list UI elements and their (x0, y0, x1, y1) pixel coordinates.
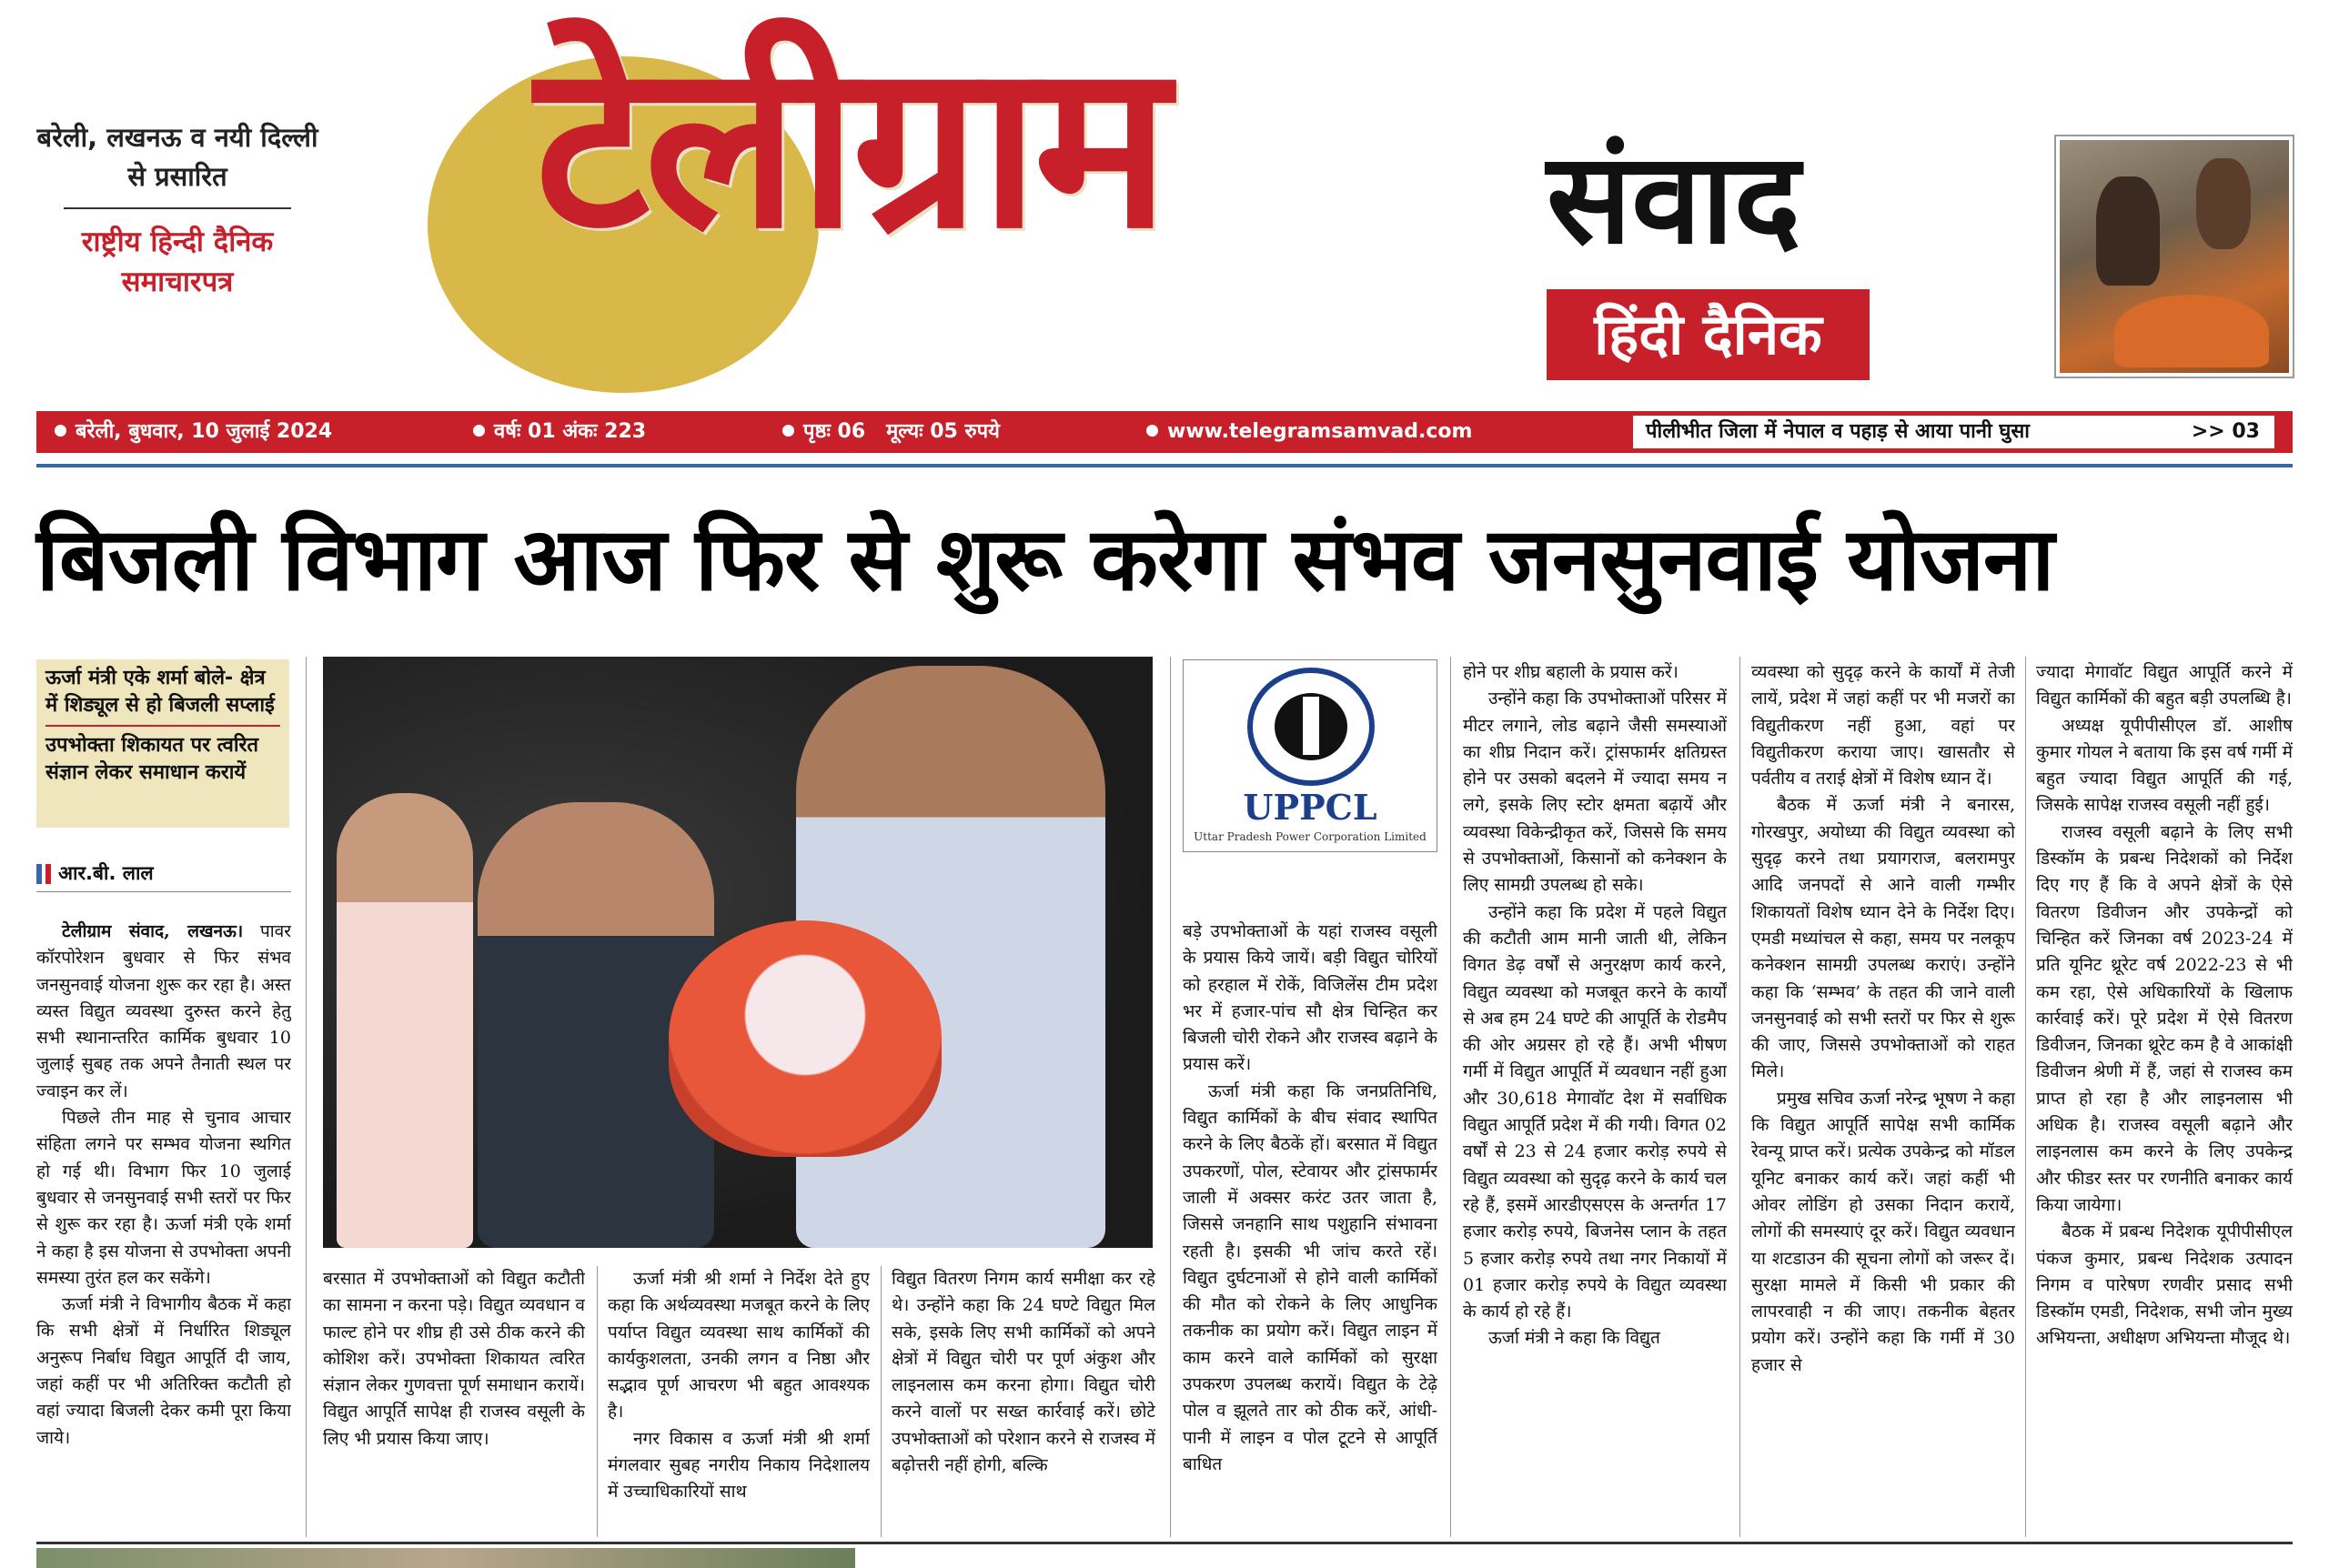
transmission-tower-icon (1303, 697, 1319, 755)
header-divider (36, 464, 2293, 467)
kicker-item: ऊर्जा मंत्री एके शर्मा बोले- क्षेत्र में शिड्यूल से हो बिजली सप्लाई (45, 667, 275, 717)
issue-date (55, 411, 332, 453)
column-divider (597, 1266, 598, 1537)
article-paragraph: ऊर्जा मंत्री श्री शर्मा ने निर्देश देते हुए कहा कि अर्थव्यवस्था मजबूत करने के लिए पर्याप्त विद्युत व्यवस्था साथ कार्मिकों की कार्यकुशलता, उनकी लगन व निष्ठा और सद्भाव पूर्ण आचरण भी बहुत आवश्यक है। (608, 1269, 870, 1422)
photo-bouquet (669, 920, 942, 1157)
article-paragraph: नगर विकास व ऊर्जा मंत्री श्री शर्मा मंगलवार सुबह नगरीय निकाय निदेशालय में उच्चाधिकारियों साथ (608, 1428, 870, 1503)
brand-samvad: संवाद (1547, 126, 1801, 272)
info-bar (36, 411, 2293, 453)
kicker-box (36, 659, 289, 828)
paragraph-text: पावर कॉरपोरेशन बुधवार से फिर संभव जनसुनवाई योजना शुरू कर रहा है। अस्त व्यस्त विद्युत व्यवस्था दुरुस्त करने हेतु सभी स्थानान्तरित कार्मिक बुधवार 10 जुलाई सुबह तक अपने तैनाती स्थल पर ज्वाइन कर लें। (36, 921, 291, 1101)
page-teaser-page[interactable]: >> 03 (2191, 420, 2260, 443)
dateline: टेलीग्राम संवाद, लखनऊ। (62, 921, 244, 941)
article-paragraph: बरसात में उपभोक्ताओं को विद्युत कटौती का सामना न करना पड़े। विद्युत व्यवधान व फाल्ट होने पर शीघ्र ही उसे ठीक करने की कोशिश करें। उपभोक्ता शिकायत त्वरित संज्ञान लेकर गुणवत्ता पूर्ण समाधान करायें। विद्युत आपूर्ति सापेक्ष ही राजस्व वसूली के लिए भी प्रयास किया जाए। (323, 1269, 585, 1449)
article-column-7 (1751, 659, 2015, 1537)
article-paragraph: उन्होंने कहा कि प्रदेश में पहले विद्युत की कटौती आम मानी जाती थी, लेकिन विगत डेढ़ वर्षों से अनुरक्षण कार्य करने, विद्युत व्यवस्था को मजबूत करने के कार्यों से अब हम 24 घण्टे की आपूर्ति के रोडमैप की ओर अग्रसर हो रहे हैं। अभी भीषण गर्मी में विद्युत आपूर्ति में व्यवधान नहीं हुआ और 30,618 मेगावॉट देश में सर्वाधिक विद्युत आपूर्ति प्रदेश में की गयी। विगत 02 वर्षों से 23 से 24 हजार करोड़ रुपये से विद्युत व्यवस्था को सुदृढ़ करने के कार्य चल रहे हैं, इसमें आरडीएसएस के अन्तर्गत 17 हजार करोड़ रुपये, बिजनेस प्लान के तहत 5 हजार करोड़ रुपये तथा नगर निकायों में 01 हजार करोड़ रुपये के विद्युत व्यवस्था के कार्य हो रहे हैं। (1463, 901, 1727, 1322)
uppcl-logo-subtitle: Uttar Pradesh Power Corporation Limited (1194, 830, 1427, 843)
article-paragraph: उन्होंने कहा कि उपभोक्ताओं परिसर में मीटर लगाने, लोड बढ़ाने जैसी समस्याओं का शीघ्र निदान करें। ट्रांसफार्मर क्षतिग्रस्त होने पर उसको बदलने में ज्यादा समय न लगे, इसके लिए स्टोर क्षमता बढ़ायें और व्यवस्था विकेन्द्रीकृत करें, जिससे कि समय से उपभोक्ताओं, किसानों को कनेक्शन के लिए सामग्री उपलब्ध हो सके। (1463, 689, 1727, 896)
kicker-divider (45, 725, 280, 727)
byline-divider (36, 891, 291, 892)
bullet-icon (55, 425, 66, 437)
tagline-cities: बरेली, लखनऊ व नयी दिल्ली से प्रसारित (36, 122, 318, 192)
article-paragraph: बड़े उपभोक्ताओं के यहां राजस्व वसूली के प्रयास किये जायें। बड़ी विद्युत चोरियों को हरहाल में रोकें, विजिलेंस टीम प्रदेश भर में हजार-पांच सौ क्षेत्र चिन्हित कर बिजली चोरी रोकने और राजस्व बढ़ाने के प्रयास करें। (1183, 921, 1437, 1075)
main-photo[interactable] (323, 657, 1153, 1248)
issue-page-price (782, 411, 1000, 453)
page-teaser[interactable] (1633, 416, 2274, 448)
article-paragraph: होने पर शीघ्र बहाली के प्रयास करें। (1463, 662, 1679, 682)
article-paragraph (36, 919, 291, 1105)
article-column-3 (608, 1266, 870, 1537)
website-link-text[interactable]: www.telegramsamvad.com (1167, 420, 1473, 443)
brand-name: टेलीग्राम (535, 14, 1164, 278)
uppcl-logo (1183, 659, 1437, 852)
main-headline: बिजली विभाग आज फिर से शुरू करेगा संभव जनसुनवाई योजना (36, 508, 2054, 610)
edition-label: हिंदी दैनिक (1547, 289, 1870, 380)
bottom-divider (36, 1542, 2293, 1544)
column-divider (1450, 657, 1451, 1537)
next-story-strip (36, 1548, 2293, 1568)
article-paragraph: बैठक में प्रबन्ध निदेशक यूपीपीसीएल पंकज कुमार, प्रबन्ध निदेशक उत्पादन निगम व पारेषण रणवीर प्रसाद सभी डिस्कॉम एमडी, निदेशक, सभी जोन मुख्य अभियन्ता, अधीक्षण अभियन्ता मौजूद थे। (2036, 1221, 2293, 1349)
page-teaser-text[interactable]: पीलीभीत जिला में नेपाल व पहाड़ से आया पानी घुसा (1646, 420, 2030, 443)
teaser-photo[interactable] (2056, 136, 2293, 377)
article-paragraph: ऊर्जा मंत्री ने विभागीय बैठक में कहा कि सभी क्षेत्रों में निर्धारित शिड्यूल अनुरूप निर्बाध विद्युत आपूर्ति दी जाय, जहां कहीं पर भी अतिरिक्त कटौती हो वहां ज्यादा बिजली देकर कमी पूरा किया जाये। (36, 1294, 291, 1448)
byline-author: आर.बी. लाल (58, 862, 154, 884)
article-paragraph: ऊर्जा मंत्री ने कहा कि विद्युत (1488, 1328, 1660, 1349)
article-paragraph: राजस्व वसूली बढ़ाने के लिए सभी डिस्कॉम के प्रबन्ध निदेशकों को निर्देश दिए गए हैं कि वे अपने क्षेत्रों के ऐसे वितरण डिवीजन और उपकेन्द्रों को चिन्हित करें जिनका वर्ष 2023-24 में प्रति यूनिट थ्रूरेट वर्ष 2022-23 से भी कम रहा, ऐसे अधिकारियों के खिलाफ कार्रवाई करें। पूरे प्रदेश में ऐसे वितरण डिवीजन, जिनका थ्रूरेट कम है वे आकांक्षी डिवीजन श्रेणी में हैं, जहां से राजस्व कम प्राप्त हो रहा है और लाइनलास भी अधिक है। राजस्व वसूली बढ़ाने और लाइनलास कम करने के लिए उपकेन्द्र और फीडर स्तर पर रणनीति बनाकर कार्य किया जायेगा। (2036, 821, 2293, 1215)
byline-marker-icon (36, 864, 42, 884)
article-paragraph: बैठक में ऊर्जा मंत्री ने बनारस, गोरखपुर, अयोध्या की विद्युत व्यवस्था को सुदृढ़ करने तथा प्रयागराज, बलरामपुर आदि जनपदों से आने वाली गम्भीर शिकायतों विशेष ध्यान देने के निर्देश दिए। एमडी मध्यांचल से कहा, समय पर नलकूप कनेक्शन सामग्री उपलब्ध कराएं। उन्होंने कहा कि ‘सम्भव’ के तहत की जाने वाली जनसुनवाई को सभी स्तरों पर फिर से शुरू की जाए, जिससे उपभोक्ताओं को राहत मिले। (1751, 795, 2015, 1082)
article-paragraph: प्रमुख सचिव ऊर्जा नरेन्द्र भूषण ने कहा कि विद्युत आपूर्ति सापेक्ष सभी कार्मिक रेवन्यू प्राप्त करें। प्रत्येक उपकेन्द्र को मॉडल यूनिट बनाकर कार्य करें। जहां कहीं भी ओवर लोडिंग हो उसका निदान करायें, लोगों की समस्याएं दूर करें। विद्युत व्यवधान या शटडाउन की सूचना लोगों को जरूर दें। सुरक्षा मामले में किसी भी प्रकार की लापरवाही न की जाए। तकनीक बेहतर प्रयोग करें। उन्होंने कहा कि गर्मी में 30 हजार से (1751, 1088, 2015, 1375)
article-paragraph: विद्युत वितरण निगम कार्य समीक्षा कर रहे थे। उन्होंने कहा कि 24 घण्टे विद्युत मिल सके, इसके लिए सभी कार्मिकों को अपने क्षेत्रों में विद्युत चोरी पर पूर्ण अंकुश और लाइनलास कम करना होगा। विद्युत चोरी करने वालों पर सख्त कार्रवाई करें। छोटे उपभोक्ताओं को परेशान करने से राजस्व में बढ़ोत्तरी नहीं होगी, बल्कि (892, 1269, 1155, 1476)
bullet-icon (1146, 425, 1158, 437)
tagline-divider (64, 207, 291, 209)
tagline-national: राष्ट्रीय हिन्दी दैनिक समाचारपत्र (81, 226, 274, 298)
article-paragraph: अध्यक्ष यूपीपीसीएल डॉ. आशीष कुमार गोयल ने बताया कि इस वर्ष गर्मी में बहुत ज्यादा विद्युत आपूर्ति की गई, जिसके सापेक्ष राजस्व वसूली नहीं हुई। (2036, 715, 2293, 816)
article-column-4 (892, 1266, 1155, 1537)
masthead-tagline (36, 118, 318, 302)
issue-volume-text: वर्षः 01 अंकः 223 (494, 420, 647, 443)
masthead (0, 0, 2329, 400)
issue-volume (473, 411, 646, 453)
article-column-5 (1183, 919, 1437, 1537)
article-column-2 (323, 1266, 585, 1537)
article-paragraph: पिछले तीन माह से चुनाव आचार संहिता लगने पर सम्भव योजना स्थगित हो गई थी। विभाग फिर 10 जुलाई बुधवार से जनसुनवाई सभी स्तरों पर फिर से शुरू कर रहा है। ऊर्जा मंत्री एके शर्मा ने कहा है इस योजना से उपभोक्ता अपनी समस्या तुरंत हल कर सकेंगे। (36, 1108, 291, 1288)
teaser-photo-figure (2096, 176, 2160, 286)
uppcl-logo-name: UPPCL (1243, 787, 1377, 828)
article-paragraph: ज्यादा मेगावॉट विद्युत आपूर्ति करने में विद्युत कार्मिकों की बहुत बड़ी उपलब्धि है। (2036, 662, 2293, 709)
byline (36, 859, 291, 887)
article-paragraph: व्यवस्था को सुदृढ़ करने के कार्यों में तेजी लायें, प्रदेश में जहां कहीं पर भी मजरों का विद्युतीकरण नहीं हुआ, वहां पर विद्युतीकरण कराया जाए। खासतौर से पर्वतीय व तराई क्षेत्रों में विशेष ध्यान दें। (1751, 662, 2015, 789)
article-column-6 (1463, 659, 1727, 1537)
uppcl-emblem-icon (1247, 668, 1375, 786)
column-divider (881, 1266, 882, 1537)
website-link[interactable] (1146, 411, 1472, 453)
photo-person (337, 793, 473, 1248)
bullet-icon (473, 425, 485, 437)
byline-marker-icon (45, 864, 51, 884)
column-divider (306, 657, 307, 1537)
article-column-8 (2036, 659, 2293, 1537)
column-divider (1170, 657, 1171, 1537)
issue-page-price-text: पृष्ठः 06 मूल्यः 05 रुपये (803, 420, 1000, 443)
issue-date-text: बरेली, बुधवार, 10 जुलाई 2024 (76, 420, 333, 443)
column-divider (2025, 657, 2026, 1537)
next-story-photo (36, 1548, 855, 1568)
teaser-photo-figure (2196, 158, 2251, 249)
article-paragraph: ऊर्जा मंत्री कहा कि जनप्रतिनिधि, विद्युत कार्मिकों के बीच संवाद स्थापित करने के लिए बैठकें हों। बरसात में विद्युत उपकरणों, पोल, स्टेवायर और ट्रांसफार्मर जाली में अक्सर करंट उतर जाता है, जिससे जनहानि साथ पशुहानि संभावना रहती है। इसकी भी जांच करते रहें। विद्युत दुर्घटनाओं से होने वाली कार्मिकों की मौत को रोकने के लिए आधुनिक तकनीक का प्रयोग करें। विद्युत लाइन में काम करने वाले कार्मिकों को सुरक्षा उपकरण उपलब्ध करायें। विद्युत के टेढ़े पोल व झूलते तार को ठीक करें, आंधी-पानी में लाइन व पोल टूटने से आपूर्ति बाधित (1183, 1081, 1437, 1474)
column-divider (1739, 657, 1740, 1537)
kicker-item: उपभोक्ता शिकायत पर त्वरित संज्ञान लेकर समाधान करायें (45, 734, 259, 784)
teaser-photo-figure (2114, 295, 2269, 367)
article-column-1 (36, 919, 291, 1537)
bullet-icon (782, 425, 794, 437)
